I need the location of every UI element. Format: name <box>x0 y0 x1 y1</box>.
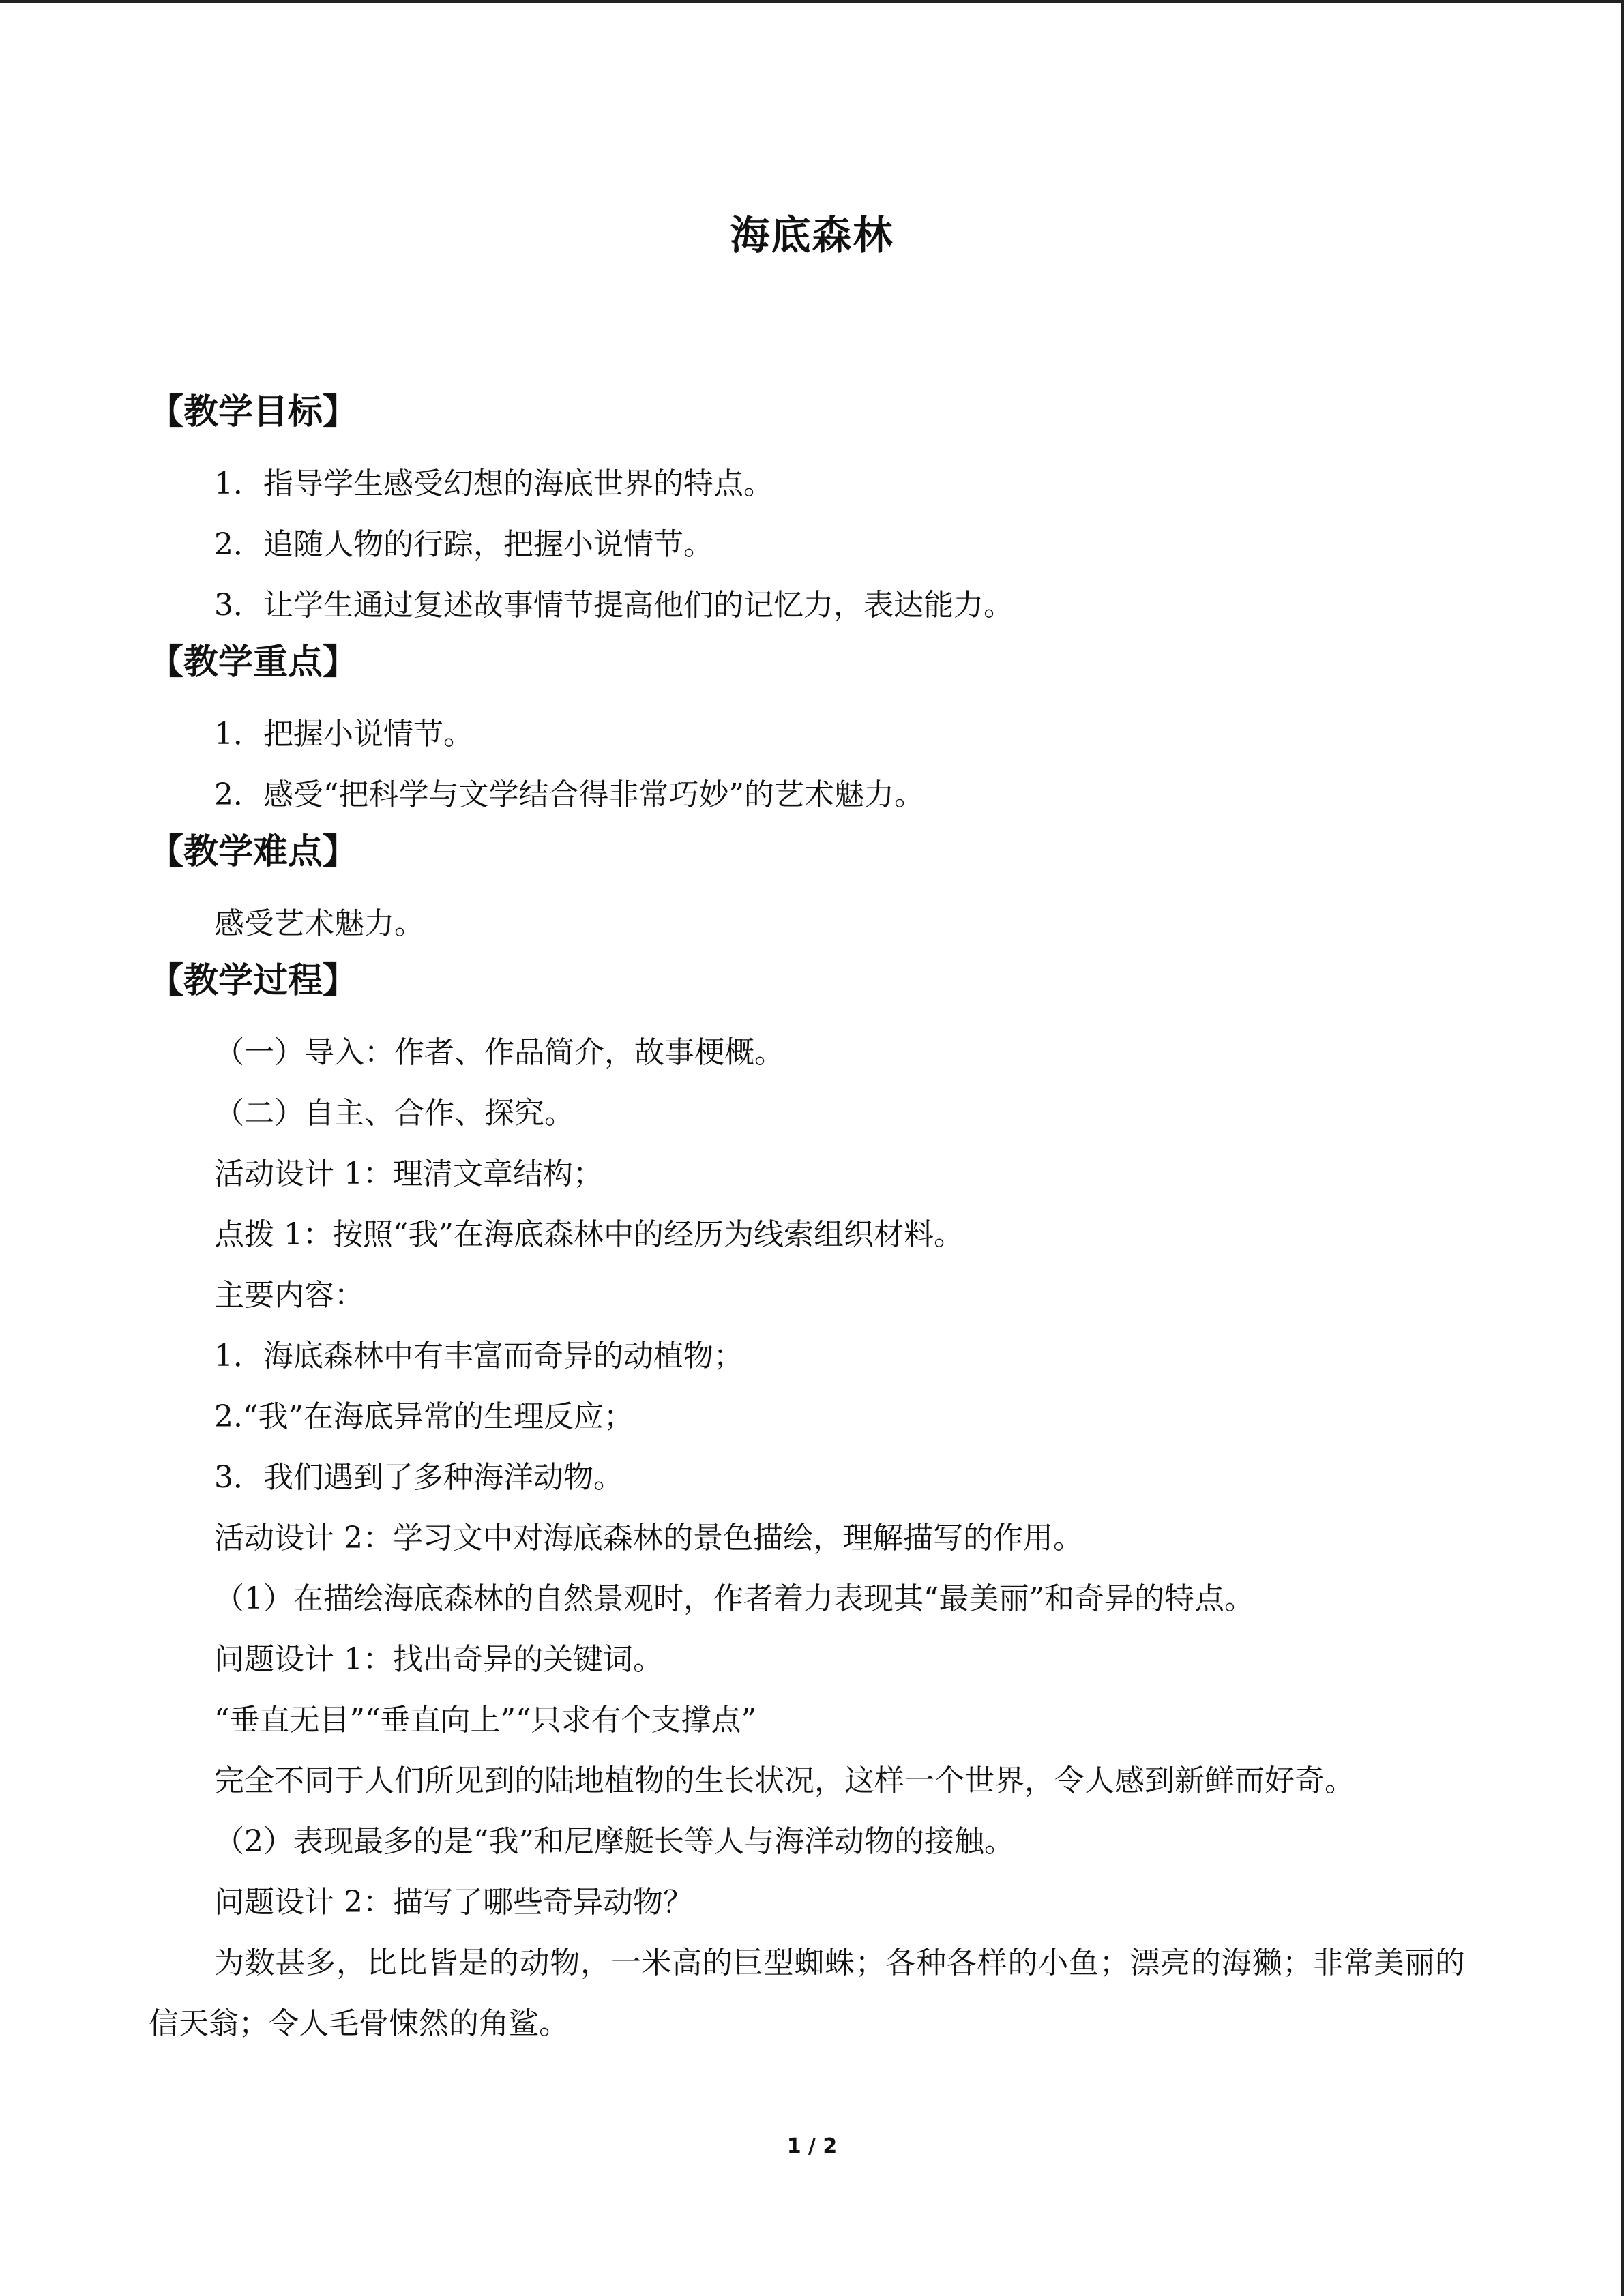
process-paragraph: 问题设计 1：找出奇异的关键词。 <box>214 1642 663 1677</box>
process-paragraph: （一）导入：作者、作品简介，故事梗概。 <box>214 1035 784 1070</box>
page-border-right <box>1621 0 1624 2296</box>
process-paragraph: “垂直无目”“垂直向上”“只求有个支撑点” <box>214 1703 756 1738</box>
key-point-item: 1．把握小说情节。 <box>214 717 473 751</box>
process-paragraph: 活动设计 1：理清文章结构； <box>214 1157 603 1191</box>
process-paragraph: 1．海底森林中有丰富而奇异的动植物； <box>214 1339 743 1373</box>
process-paragraph: （二）自主、合作、探究。 <box>214 1096 574 1131</box>
process-paragraph: 3．我们遇到了多种海洋动物。 <box>214 1460 623 1495</box>
section-heading-difficulties: 【教学难点】 <box>149 832 358 872</box>
section-heading-process: 【教学过程】 <box>149 961 358 1001</box>
difficulty-item: 感受艺术魅力。 <box>214 906 424 941</box>
process-paragraph: 点拨 1：按照“我”在海底森林中的经历为线索组织材料。 <box>214 1217 964 1252</box>
process-paragraph: （1）在描绘海底森林的自然景观时，作者着力表现其“最美丽”和奇异的特点。 <box>214 1581 1254 1616</box>
process-paragraph: 完全不同于人们所见到的陆地植物的生长状况，这样一个世界，令人感到新鲜而好奇。 <box>214 1763 1355 1798</box>
page-border-top <box>0 0 1624 3</box>
section-heading-objectives: 【教学目标】 <box>149 392 358 432</box>
key-point-item: 2．感受“把科学与文学结合得非常巧妙”的艺术魅力。 <box>214 777 924 812</box>
objective-item: 2．追随人物的行踪，把握小说情节。 <box>214 527 713 562</box>
section-heading-key-points: 【教学重点】 <box>149 642 358 683</box>
page-number: 1 / 2 <box>786 2134 838 2158</box>
process-paragraph: 问题设计 2：描写了哪些奇异动物？ <box>214 1885 693 1920</box>
process-paragraph: 为数甚多，比比皆是的动物，一米高的巨型蜘蛛；各种各样的小鱼；漂亮的海獭；非常美丽的信天翁；令人毛骨悚然的角鲨。 <box>149 1945 1465 2041</box>
document-title: 海底森林 <box>730 212 894 258</box>
process-paragraph: （2）表现最多的是“我”和尼摩艇长等人与海洋动物的接触。 <box>214 1824 1014 1859</box>
objective-item: 3．让学生通过复述故事情节提高他们的记忆力，表达能力。 <box>214 588 1014 623</box>
document-body <box>149 385 1465 2054</box>
process-paragraph: 活动设计 2：学习文中对海底森林的景色描绘，理解描写的作用。 <box>214 1521 1083 1555</box>
objective-item: 1．指导学生感受幻想的海底世界的特点。 <box>214 466 773 501</box>
process-paragraph: 主要内容： <box>214 1278 364 1313</box>
process-paragraph: 2.“我”在海底异常的生理反应； <box>214 1399 634 1434</box>
